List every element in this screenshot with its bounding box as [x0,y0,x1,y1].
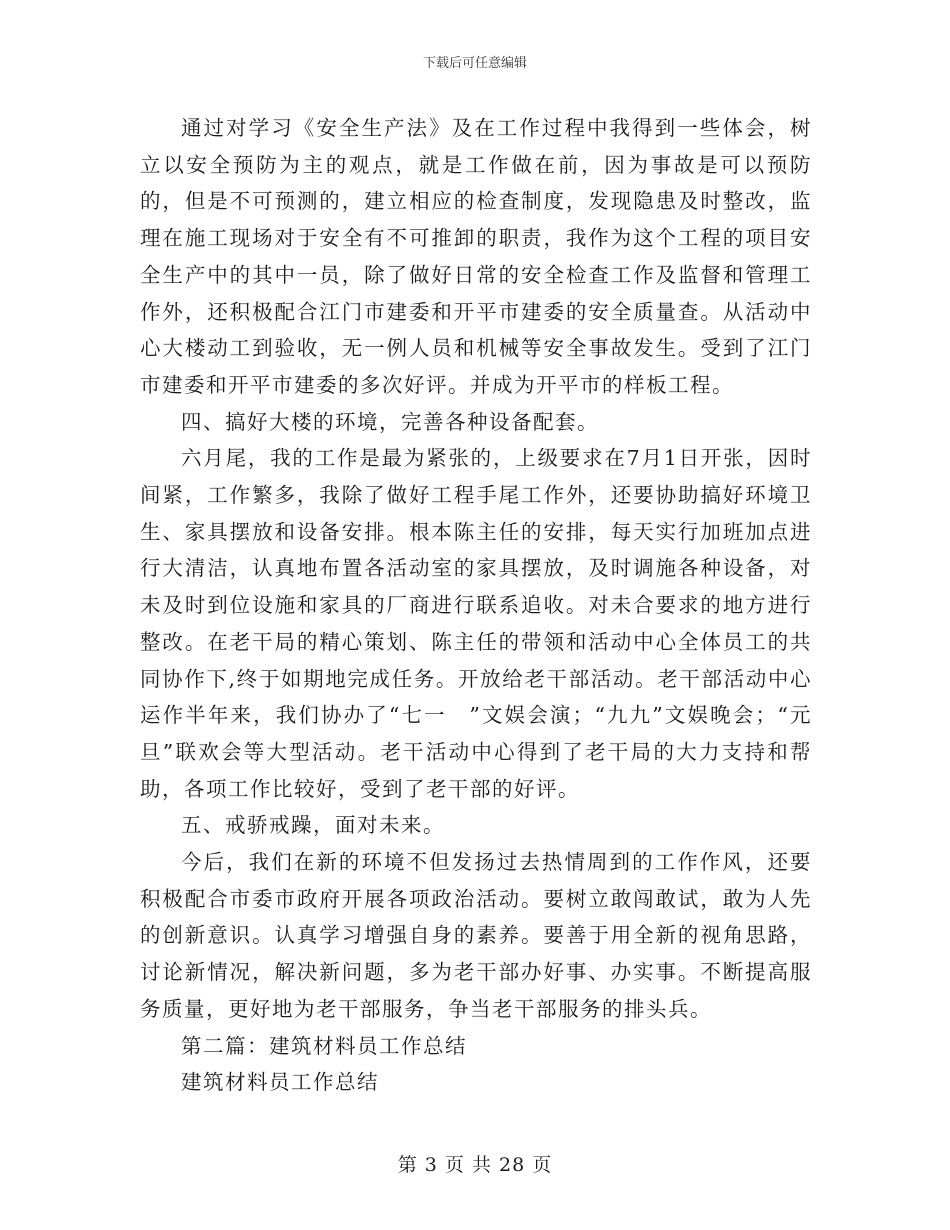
section-heading-four: 四、搞好大楼的环境，完善各种设备配套。 [181,409,599,434]
section-heading-five: 五、戒骄戒躁，面对未来。 [181,813,445,838]
page-header: 下载后可任意编辑 [422,56,527,71]
paragraph-safety-experience: 通过对学习《安全生产法》及在工作过程中我得到一些体会，树立以安全预防为主的观点，就是工作做在前，因为事故是可以预防的，但是不可预测的，建立相应的检查制度，发现隐患及时整改，监理在施工现场对于安全有不可推卸的职责，我作为这个工程的项目安全生产中的其中一员，除了做好日常的安全检查工作及监督和管理工作外，还积极配合江门市建委和开平市建委的安全质量查。从活动中心大楼动工到验收，无一例人员和机械等安全事故发生。受到了江门市建委和开平市建委的多次好评。并成为开平市的样板工程。 [140,116,812,397]
paragraph-future: 今后，我们在新的环境不但发扬过去热情周到的工作作风，还要积极配合市委市政府开展各项政治活动。要树立敢闯敢试，敢为人先的创新意识。认真学习增强自身的素养。要善于用全新的视角思路，讨论新情况，解决新问题，多为老干部办好事、办实事。不断提高服务质量，更好地为老干部服务，争当老干部服务的排头兵。 [140,850,812,1021]
paragraph-june-work: 六月尾，我的工作是最为紧张的，上级要求在7月1日开张，因时间紧，工作繁多，我除了做好工程手尾工作外，还要协助搞好环境卫生、家具摆放和设备安排。根本陈主任的安排，每天实行加班加点进行大清洁，认真地布置各活动室的家具摆放，及时调施各种设备，对未及时到位设施和家具的厂商进行联系追收。对未合要求的地方进行整改。在老干局的精心策划、陈主任的带领和活动中心全体员工的共同协作下,终于如期地完成任务。开放给老干部活动。老干部活动中心运作半年来，我们协办了“七一 ”文娱会演；“九九”文娱晚会；“元旦”联欢会等大型活动。老干活动中心得到了老干局的大力支持和帮助，各项工作比较好，受到了老干部的好评。 [140,446,812,801]
chapter-title: 建筑材料员工作总结 [181,1070,379,1095]
page-number-footer: 第 3 页 共 28 页 [397,1154,553,1176]
chapter-heading-second: 第二篇：建筑材料员工作总结 [181,1033,467,1058]
document-body [140,110,812,1101]
